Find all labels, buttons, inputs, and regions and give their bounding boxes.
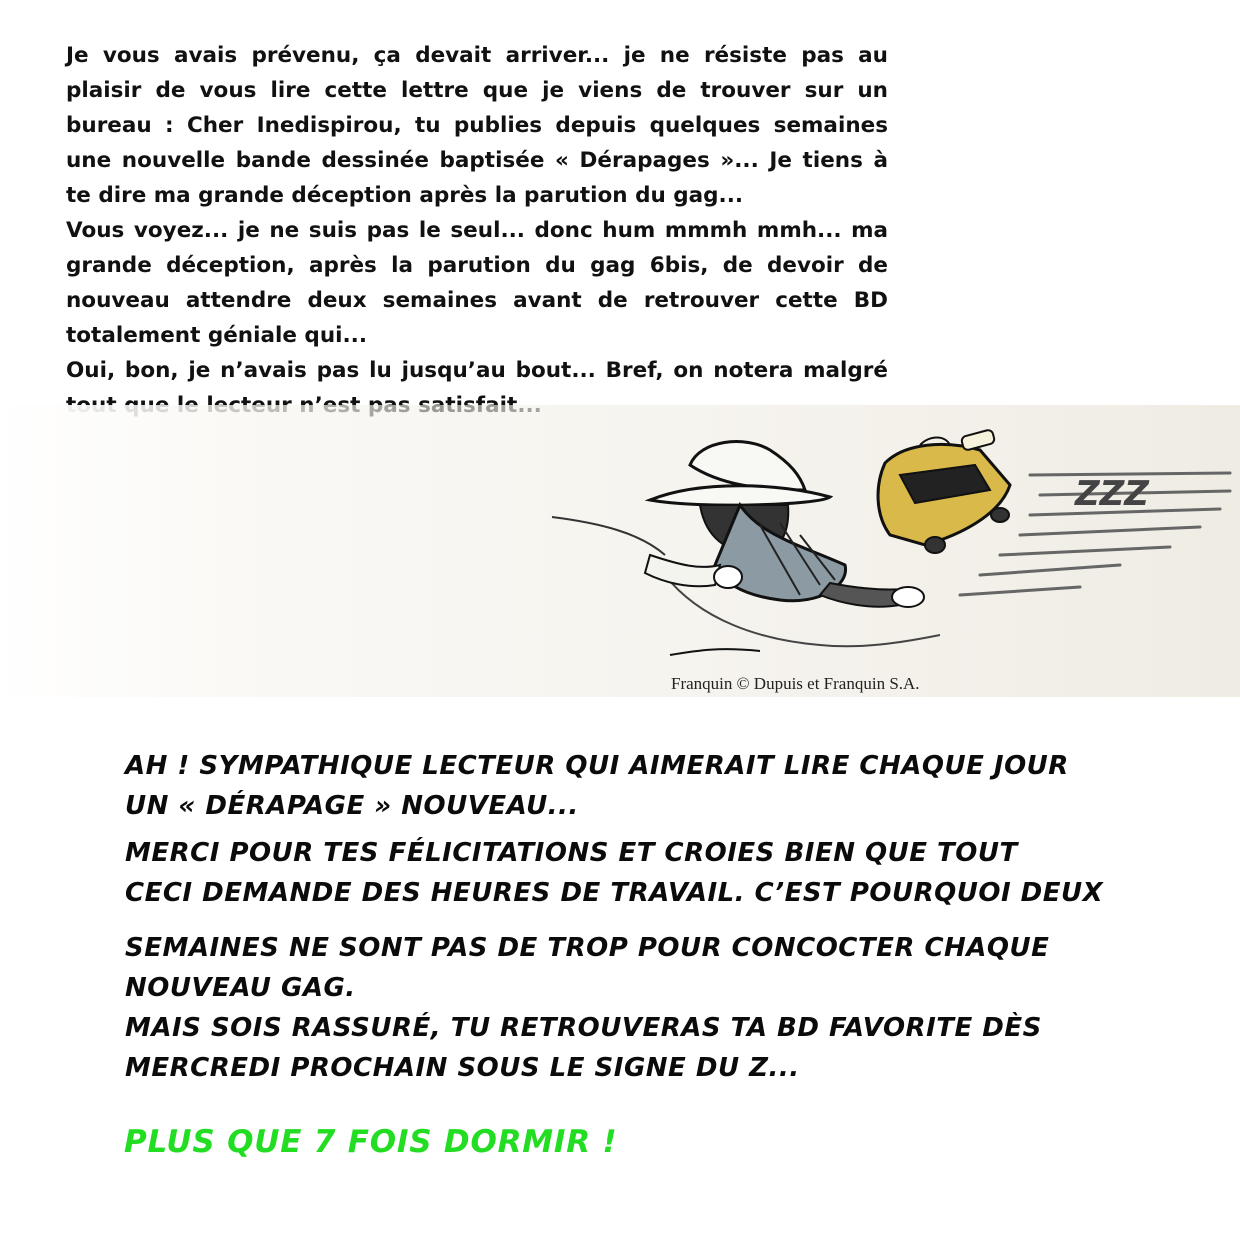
reply-line-4: CECI DEMANDE DES HEURES DE TRAVAIL. C’EST POURQUOI DEUX [125,878,1104,908]
image-credit: Franquin © Dupuis et Franquin S.A. [671,674,920,693]
reply-line-6: NOUVEAU GAG. [125,973,356,1003]
reply-line-8: MERCREDI PROCHAIN SOUS LE SIGNE DU Z... [125,1053,800,1083]
countdown-text: PLUS QUE 7 FOIS DORMIR ! [124,1124,618,1160]
reply-line-7: MAIS SOIS RASSURÉ, TU RETROUVERAS TA BD FAVORITE DÈS [125,1013,1042,1043]
reply-line-5: SEMAINES NE SONT PAS DE TROP POUR CONCOCTER CHAQUE [125,933,1050,963]
reply-block-3 [125,928,1085,1088]
reply-line-1: AH ! SYMPATHIQUE LECTEUR QUI AIMERAIT LIRE CHAQUE JOUR [125,751,1069,781]
intro-text [66,38,888,423]
speed-text: ZZZ [1075,474,1149,514]
reply-block-2 [125,833,1104,913]
comic-drawing-illustration [0,405,1240,697]
intro-paragraph-3: Oui, bon, je n’avais pas lu jusqu’au bout... Bref, on notera malgré [66,358,888,383]
reply-line-2: UN « DÉRAPAGE » NOUVEAU... [125,791,579,821]
reply-block-1 [125,746,1085,826]
comic-illustration [0,405,1240,697]
intro-paragraph-2: Vous voyez... je ne suis pas le seul... donc hum mmmh mmh... ma grande déception, après la parution du gag 6bis, de devoir de nouveau attendre deux semaines avant de retrouver cette BD totalement géniale qui... [66,218,888,348]
reply-line-3: MERCI POUR TES FÉLICITATIONS ET CROIES BIEN QUE TOUT [125,838,1018,868]
intro-paragraph-1: Je vous avais prévenu, ça devait arriver... je ne résiste pas au plaisir de vous lire cette lettre que je viens de trouver sur un bureau : Cher Inedispirou, tu publies depuis quelques semaines une nouvelle bande dessinée baptisée « Dérapages »... Je tiens à te dire ma grande déception après la parution du gag... [66,43,888,208]
